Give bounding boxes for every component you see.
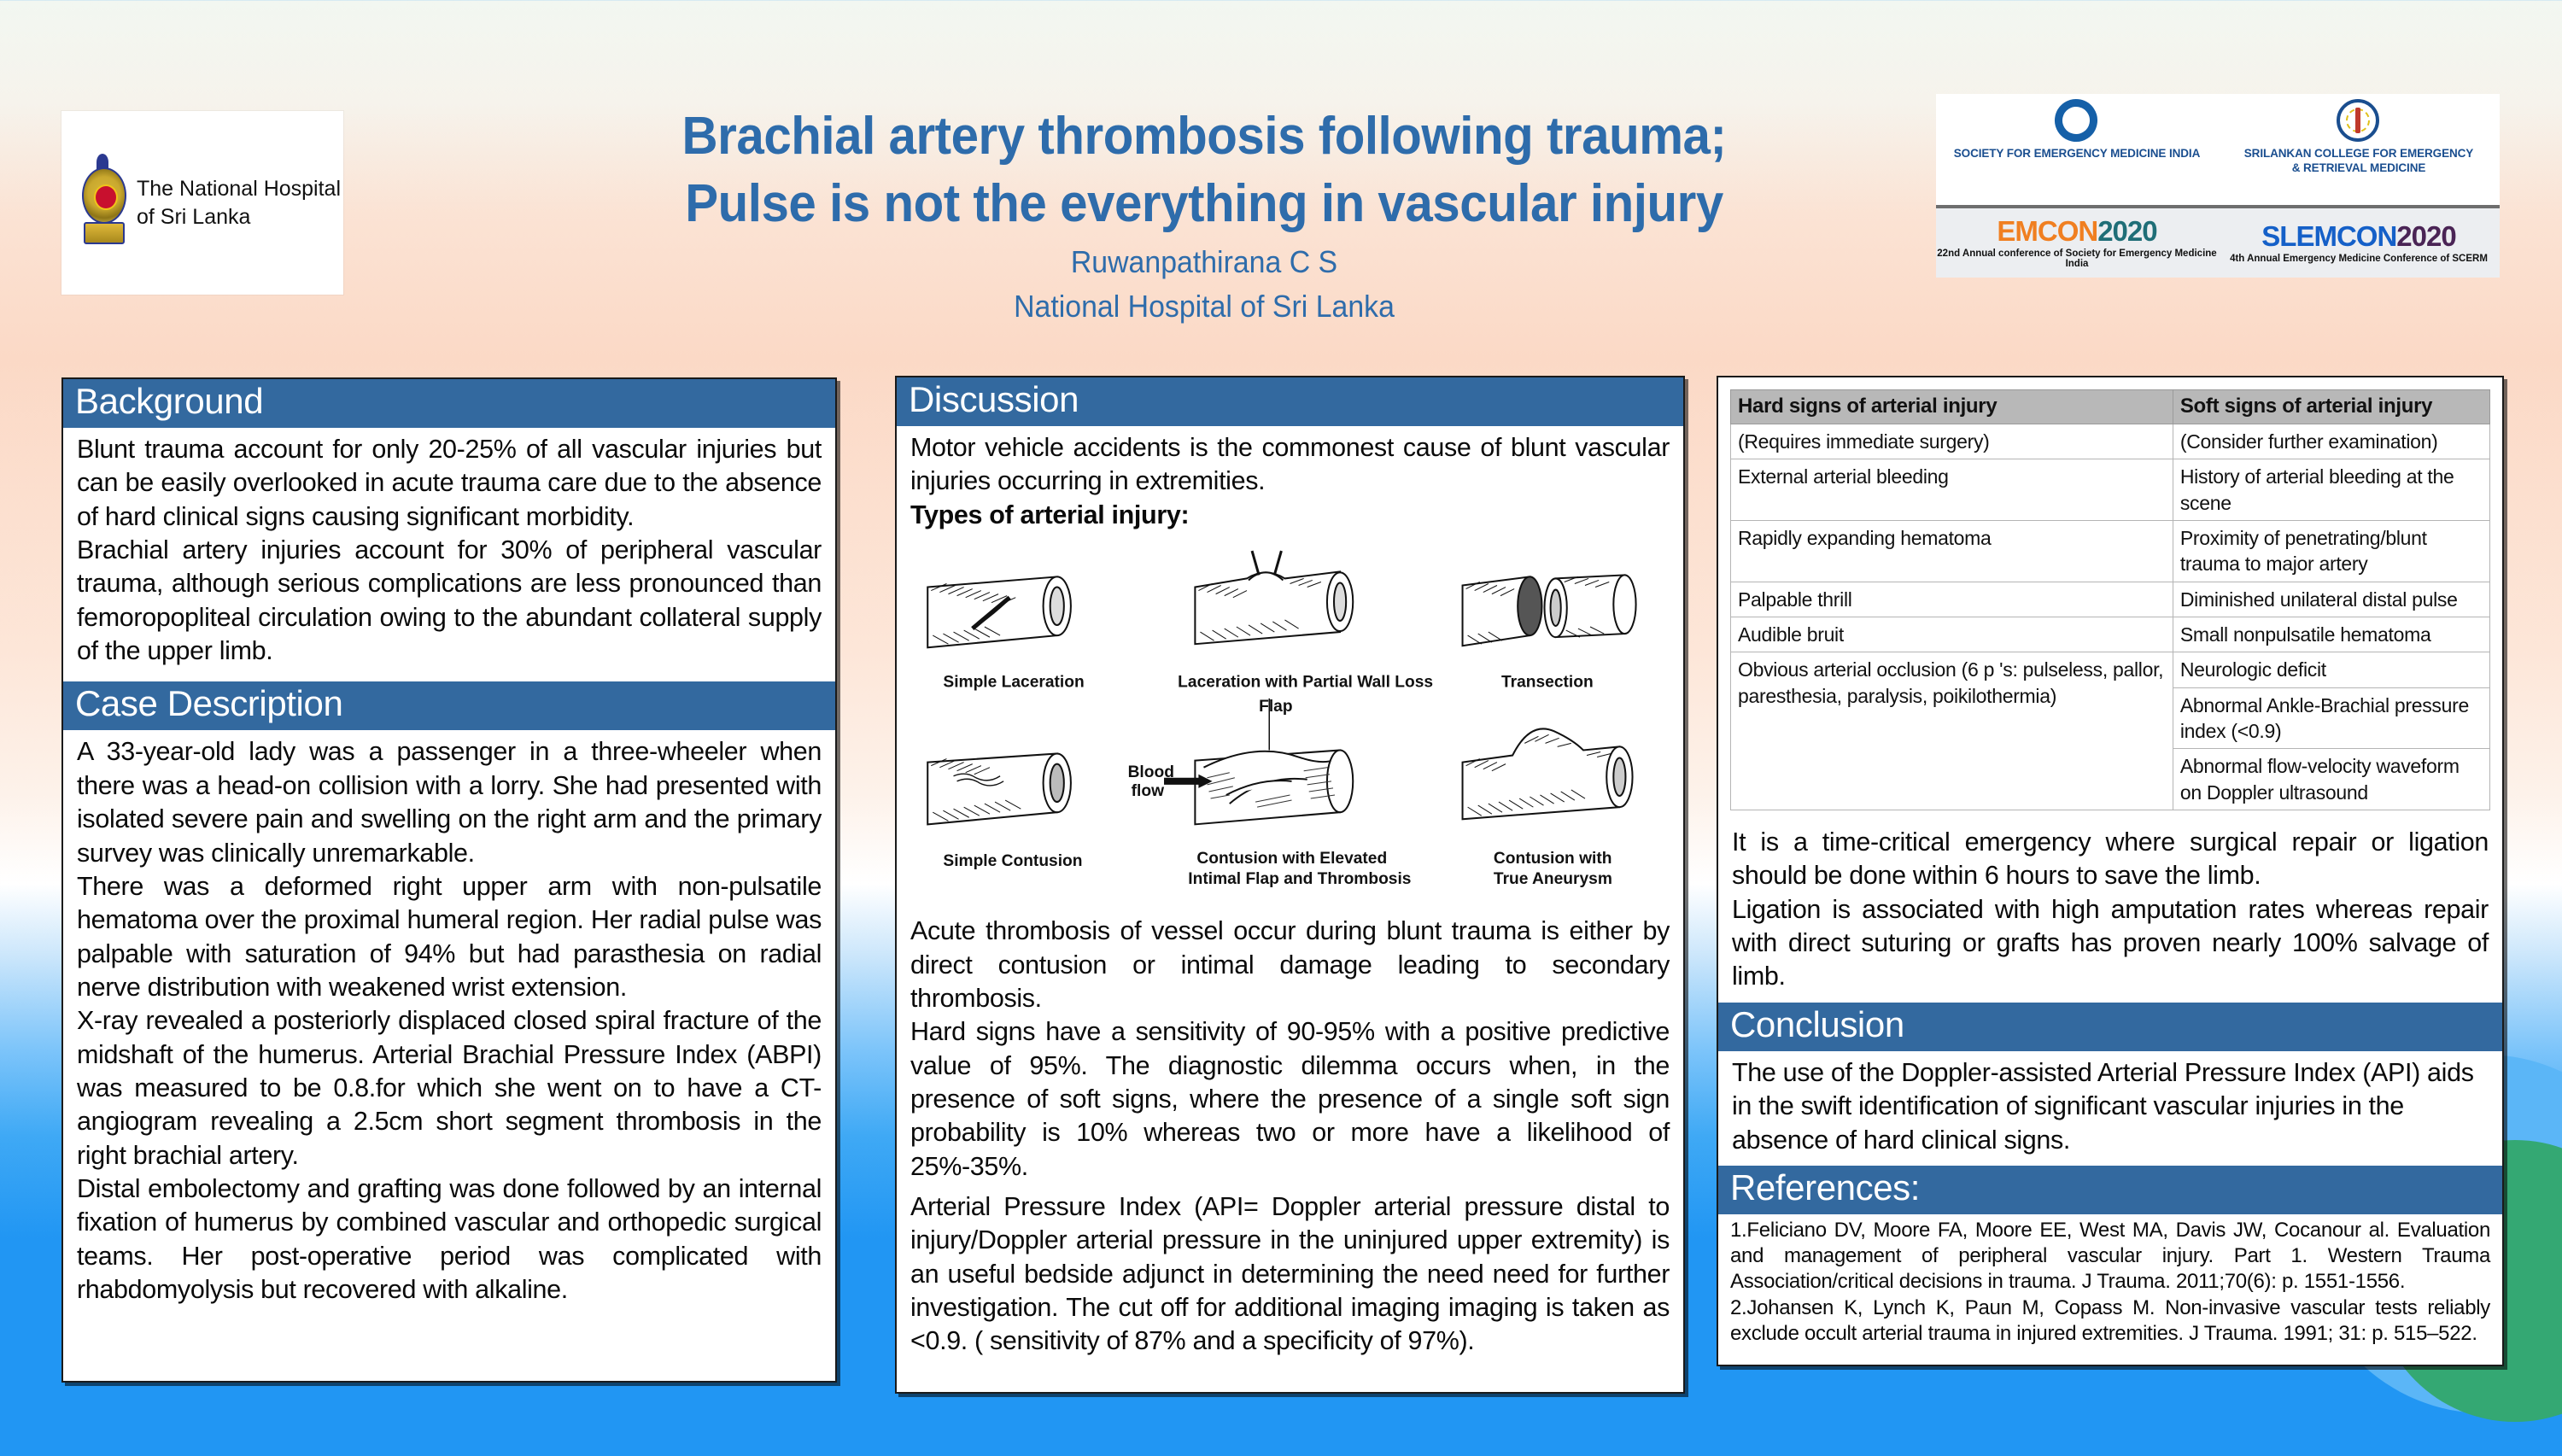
svg-text:Simple Laceration: Simple Laceration xyxy=(943,673,1085,692)
emcon-wordmark: EMCON xyxy=(1997,215,2098,247)
emcon-subtitle: 22nd Annual conference of Society for Emergency Medicine India xyxy=(1937,249,2217,269)
section-header-case-description: Case Description xyxy=(63,681,835,730)
arterial-injury-diagram xyxy=(910,542,1670,904)
table-header-hard-signs: Hard signs of arterial injury xyxy=(1731,390,2173,424)
background-body xyxy=(63,428,835,670)
cell-hard-sign-3: Palpable thrill xyxy=(1731,582,2173,617)
svg-text:Contusion with: Contusion with xyxy=(1493,849,1612,868)
hospital-logo xyxy=(61,111,343,295)
svg-text:Contusion with Elevated: Contusion with Elevated xyxy=(1196,849,1388,868)
case-paragraph-2: There was a deformed right upper arm with non-pulsatile hematoma over the proximal humeral region. Her radial pulse was palpable with saturation of 94% but had parasthesia on radial nerve distribution with weakened wrist extension. xyxy=(77,871,822,1002)
svg-text:Simple Contusion: Simple Contusion xyxy=(943,851,1083,870)
cell-soft-sign-4: Small nonpulsatile hematoma xyxy=(2173,617,2489,652)
cell-hard-sign-2: Rapidly expanding hematoma xyxy=(1731,520,2173,582)
slemcon-year: 2020 xyxy=(2396,220,2456,252)
poster-author: Ruwanpathirana C S xyxy=(1070,243,1338,279)
svg-text:flow: flow xyxy=(1131,782,1164,801)
cell-soft-subheader: (Consider further examination) xyxy=(2173,424,2489,459)
cell-soft-sign-2: Proximity of penetrating/blunt trauma to major artery xyxy=(2173,520,2489,582)
cell-soft-sign-7: Abnormal flow-velocity waveform on Doppler ultrasound xyxy=(2173,749,2489,810)
svg-text:Blood: Blood xyxy=(1127,763,1174,781)
table-row xyxy=(1731,652,2490,687)
references-body xyxy=(1718,1214,2502,1354)
society-scerm-line2: & RETRIEVAL MEDICINE xyxy=(2291,161,2426,174)
background-paragraph-1: Blunt trauma account for only 20-25% of all vascular injuries but can be easily overlooked in acute trauma care due to the absence of hard clinical signs causing significant morbidity. xyxy=(77,435,822,531)
discussion-paragraph-4: Arterial Pressure Index (API= Doppler arterial pressure distal to injury/Doppler arterial pressure in the uninjured upper extremity) is an useful bedside adjunct in determining the need need for further investigation. The cut off for additional imaging imaging is taken as <0.9. ( sensitivity of 87% and a specificity of 97%). xyxy=(910,1192,1670,1356)
discussion-paragraph-3: Hard signs have a sensitivity of 90-95% with a positive predictive value of 95%. The diagnostic dilemma occurs when, in the presence of soft signs, where the presence of a single soft sign probability is 10% whereas two or more have a likelihood of 25%-35%. xyxy=(910,1017,1670,1181)
hospital-name-line2: of Sri Lanka xyxy=(137,204,251,229)
society-scerm-line1: SRILANKAN COLLEGE FOR EMERGENCY xyxy=(2243,147,2474,160)
table-row xyxy=(1731,459,2490,521)
left-column-panel xyxy=(61,377,837,1383)
poster-affiliation: National Hospital of Sri Lanka xyxy=(1014,289,1395,325)
svg-text:Laceration with Partial Wall L: Laceration with Partial Wall Loss xyxy=(1178,673,1434,692)
case-paragraph-1: A 33-year-old lady was a passenger in a three-wheeler when there was a head-on collision with a lorry. She had presented with isolated severe pain and swelling on the right arm and the primary survey was clinically unremarkable. xyxy=(77,737,822,868)
table-header-row xyxy=(1731,390,2490,424)
right-notes-body xyxy=(1718,810,2502,996)
discussion-body xyxy=(897,909,1683,1360)
sri-lanka-hospital-crest-icon xyxy=(77,154,128,252)
discussion-types-label: Types of arterial injury: xyxy=(910,500,1190,529)
conference-names-row xyxy=(1936,208,2500,278)
society-semi-india-label: SOCIETY FOR EMERGENCY MEDICINE INDIA xyxy=(1953,147,2201,160)
cell-hard-sign-4: Audible bruit xyxy=(1731,617,2173,652)
right-column-panel xyxy=(1717,376,2504,1366)
right-note-paragraph-1: It is a time-critical emergency where surgical repair or ligation should be done within 6 hours to save the limb. xyxy=(1732,827,2489,891)
middle-column-panel xyxy=(895,376,1685,1394)
case-paragraph-4: Distal embolectomy and grafting was done followed by an internal fixation of humerus by combined vascular and orthopedic surgical teams. Her post-operative period was complicated with rhabdomyolysis but recovered with alkaline. xyxy=(77,1173,822,1304)
cell-hard-subheader: (Requires immediate surgery) xyxy=(1731,424,2173,459)
svg-text:True Aneurysm: True Aneurysm xyxy=(1493,870,1612,889)
case-paragraph-3: X-ray revealed a posteriorly displaced closed spiral fracture of the midshaft of the humerus. Arterial Brachial Pressure Index (ABPI) was measured to be 0.8.for which she went on to have a CT-angiogram revealing a 2.5cm short segment thrombosis in the right brachial artery. xyxy=(77,1006,822,1170)
cell-soft-sign-6: Abnormal Ankle-Brachial pressure index (<0.9) xyxy=(2173,687,2489,749)
svg-text:Transection: Transection xyxy=(1500,673,1594,692)
signs-of-arterial-injury-table xyxy=(1730,389,2490,810)
society-semi-india xyxy=(1936,94,2218,205)
slemcon-2020-logo xyxy=(2218,222,2500,264)
poster-title-block xyxy=(478,102,1930,328)
table-row xyxy=(1731,582,2490,617)
cell-hard-sign-5: Obvious arterial occlusion (6 p 's: pulseless, pallor, paresthesia, paralysis, poikilothermia) xyxy=(1731,652,2173,810)
trinity-knot-icon xyxy=(2055,99,2099,143)
table-header-soft-signs: Soft signs of arterial injury xyxy=(2173,390,2489,424)
cell-soft-sign-5: Neurologic deficit xyxy=(2173,652,2489,687)
section-header-discussion: Discussion xyxy=(897,377,1683,426)
reference-item-2: 2.Johansen K, Lynch K, Paun M, Copass M. Non-invasive vascular tests reliably exclude occult arterial trauma in injured extremities. J Trauma. 1991; 31: p. 515–522. xyxy=(1730,1295,2490,1345)
conclusion-body xyxy=(1718,1051,2502,1159)
poster-title-line1: Brachial artery thrombosis following trauma; xyxy=(681,107,1727,166)
case-description-body xyxy=(63,730,835,1308)
slemcon-wordmark: SLEMCON xyxy=(2261,220,2397,252)
svg-text:Intimal Flap and Thrombosis: Intimal Flap and Thrombosis xyxy=(1188,870,1412,889)
society-scerm xyxy=(2218,94,2500,205)
table-row xyxy=(1731,520,2490,582)
scerm-seal-icon xyxy=(2337,99,2381,143)
emcon-2020-logo xyxy=(1936,217,2218,269)
poster-title-line2: Pulse is not the everything in vascular injury xyxy=(685,174,1723,234)
slemcon-subtitle: 4th Annual Emergency Medicine Conference of SCERM xyxy=(2230,254,2488,264)
right-note-paragraph-2: Ligation is associated with high amputation rates whereas repair with direct suturing or grafts has proven nearly 100% salvage of limb. xyxy=(1732,894,2489,991)
society-scerm-label xyxy=(2241,147,2477,176)
background-paragraph-2: Brachial artery injuries account for 30% of peripheral vascular trauma, although serious complications are less pronounced than femoropopliteal circulation owing to the abundant collateral supply of the upper limb. xyxy=(77,535,822,666)
table-row xyxy=(1731,617,2490,652)
poster-header xyxy=(0,0,2562,359)
section-header-background: Background xyxy=(63,379,835,428)
discussion-paragraph-2: Acute thrombosis of vessel occur during blunt trauma is either by direct contusion or intimal damage leading to secondary thrombosis. xyxy=(910,916,1670,1014)
society-logos-row xyxy=(1936,94,2500,208)
section-header-references: References: xyxy=(1718,1166,2502,1214)
svg-text:Flap: Flap xyxy=(1259,698,1293,716)
cell-soft-sign-3: Diminished unilateral distal pulse xyxy=(2173,582,2489,617)
arterial-injury-types-figure xyxy=(910,542,1670,904)
cell-soft-sign-1: History of arterial bleeding at the scene xyxy=(2173,459,2489,521)
reference-item-1: 1.Feliciano DV, Moore FA, Moore EE, West MA, Davis JW, Cocanour al. Evaluation and management of peripheral vascular injury. Part 1. Western Trauma Association/critical decisions in trauma. J Trauma. 2011;70(6): p. 1551-1556. xyxy=(1730,1218,2490,1294)
emcon-year: 2020 xyxy=(2097,215,2157,247)
discussion-intro xyxy=(897,426,1683,534)
section-header-conclusion: Conclusion xyxy=(1718,1003,2502,1051)
discussion-paragraph-1: Motor vehicle accidents is the commonest cause of blunt vascular injuries occurring in extremities. xyxy=(910,433,1670,496)
conclusion-paragraph-1: The use of the Doppler-assisted Arterial Pressure Index (API) aids in the swift identification of significant vascular injuries in the absence of hard clinical signs. xyxy=(1732,1057,2474,1155)
hospital-logo-text xyxy=(137,175,341,231)
hospital-name-line1: The National Hospital xyxy=(137,176,342,201)
cell-hard-sign-1: External arterial bleeding xyxy=(1731,459,2173,521)
table-row xyxy=(1731,424,2490,459)
conference-logo-block xyxy=(1936,94,2500,278)
